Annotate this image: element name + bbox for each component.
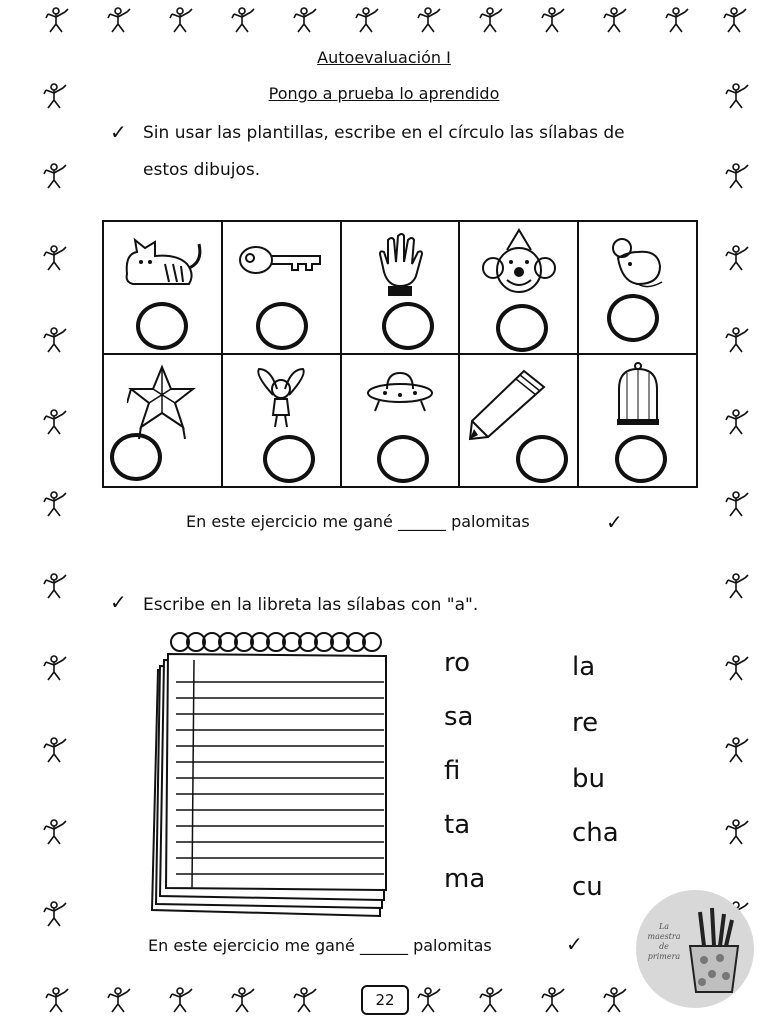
stick-figure-icon xyxy=(42,736,68,764)
answer-circle[interactable] xyxy=(382,302,434,350)
stick-figure-icon xyxy=(602,6,628,34)
syllable: bu xyxy=(572,764,605,794)
logo-text: La maestra de primera xyxy=(647,922,681,961)
answer-circle[interactable] xyxy=(615,435,667,483)
checkmark-icon: ✓ xyxy=(606,510,623,534)
cat-icon xyxy=(117,234,207,292)
stick-figure-icon xyxy=(724,654,750,682)
hand-icon xyxy=(372,232,428,298)
stick-figure-icon xyxy=(230,986,256,1014)
answer-circle[interactable] xyxy=(516,435,568,483)
pencil-cup-icon xyxy=(682,906,746,996)
stick-figure-icon xyxy=(416,6,442,34)
stick-figure-icon xyxy=(168,6,194,34)
answer-circle[interactable] xyxy=(607,294,659,342)
exercise2-score-text: En este ejercicio me gané ______ palomitas xyxy=(148,936,492,955)
stick-figure-icon xyxy=(42,900,68,928)
grid-cell xyxy=(578,221,697,354)
syllable: re xyxy=(572,708,599,738)
grid-cell xyxy=(578,354,697,487)
stick-figure-icon xyxy=(722,6,748,34)
stick-figure-icon xyxy=(724,244,750,272)
stick-figure-icon xyxy=(724,818,750,846)
pinata-icon xyxy=(127,363,197,443)
page-subtitle: Pongo a prueba lo aprendido xyxy=(268,84,500,103)
stick-figure-icon xyxy=(42,572,68,600)
fairy-icon xyxy=(251,365,311,435)
stick-figure-icon xyxy=(42,162,68,190)
exercise1-instruction-line2: estos dibujos. xyxy=(143,160,261,180)
stick-figure-icon xyxy=(724,490,750,518)
stick-figure-icon xyxy=(230,6,256,34)
key-icon xyxy=(236,240,326,280)
grid-cell xyxy=(103,354,222,487)
birdcage-icon xyxy=(613,361,663,431)
stick-figure-icon xyxy=(664,6,690,34)
stick-figure-icon xyxy=(724,326,750,354)
syllable: ma xyxy=(444,864,486,894)
stick-figure-icon xyxy=(106,6,132,34)
stick-figure-icon xyxy=(724,408,750,436)
grid-cell xyxy=(341,354,460,487)
syllable: sa xyxy=(444,702,474,732)
grid-cell xyxy=(341,221,460,354)
grid-cell xyxy=(459,221,578,354)
answer-circle[interactable] xyxy=(377,435,429,483)
stick-figure-icon xyxy=(292,6,318,34)
mouse-icon xyxy=(608,236,668,292)
stick-figure-icon xyxy=(42,326,68,354)
page-title: Autoevaluación I xyxy=(317,48,451,67)
picture-grid xyxy=(102,220,698,488)
checkmark-icon: ✓ xyxy=(566,932,583,956)
checkmark-icon: ✓ xyxy=(110,120,127,144)
syllable: ro xyxy=(444,648,471,678)
stick-figure-icon xyxy=(44,986,70,1014)
exercise1-score-text: En este ejercicio me gané ______ palomitas xyxy=(186,512,530,531)
pencil-icon xyxy=(464,365,550,441)
answer-circle[interactable] xyxy=(136,302,188,350)
syllable: ta xyxy=(444,810,471,840)
stick-figure-icon xyxy=(292,986,318,1014)
stick-figure-icon xyxy=(106,986,132,1014)
syllable: fi xyxy=(444,756,461,786)
syllable: cu xyxy=(572,872,603,902)
stick-figure-icon xyxy=(416,986,442,1014)
stick-figure-icon xyxy=(724,736,750,764)
answer-circle[interactable] xyxy=(496,304,548,352)
answer-circle[interactable] xyxy=(110,433,162,481)
grid-cell xyxy=(103,221,222,354)
answer-circle[interactable] xyxy=(256,302,308,350)
stick-figure-icon xyxy=(42,654,68,682)
exercise2-instruction: Escribe en la libreta las sílabas con "a". xyxy=(143,595,479,615)
stick-figure-icon xyxy=(478,986,504,1014)
grid-cell xyxy=(222,221,341,354)
stick-figure-icon xyxy=(168,986,194,1014)
syllable: cha xyxy=(572,818,619,848)
page-number: 22 xyxy=(361,985,409,1015)
stick-figure-icon xyxy=(42,408,68,436)
stick-figure-icon xyxy=(354,6,380,34)
stick-figure-icon xyxy=(540,6,566,34)
stick-figure-icon xyxy=(42,818,68,846)
answer-circle[interactable] xyxy=(263,435,315,483)
clown-icon xyxy=(481,228,557,300)
exercise1-instruction-line1: Sin usar las plantillas, escribe en el círculo las sílabas de xyxy=(143,123,625,143)
maestra-logo xyxy=(636,890,754,1008)
stick-figure-icon xyxy=(478,6,504,34)
checkmark-icon: ✓ xyxy=(110,590,127,614)
stick-figure-icon xyxy=(42,244,68,272)
grid-cell xyxy=(459,354,578,487)
stick-figure-icon xyxy=(42,490,68,518)
stick-figure-icon xyxy=(540,986,566,1014)
grid-cell xyxy=(222,354,341,487)
ufo-icon xyxy=(365,369,435,413)
stick-figure-icon xyxy=(724,572,750,600)
notebook-icon[interactable] xyxy=(130,620,392,920)
stick-figure-icon xyxy=(44,6,70,34)
stick-figure-icon xyxy=(724,162,750,190)
syllable: la xyxy=(572,652,596,682)
stick-figure-icon xyxy=(602,986,628,1014)
